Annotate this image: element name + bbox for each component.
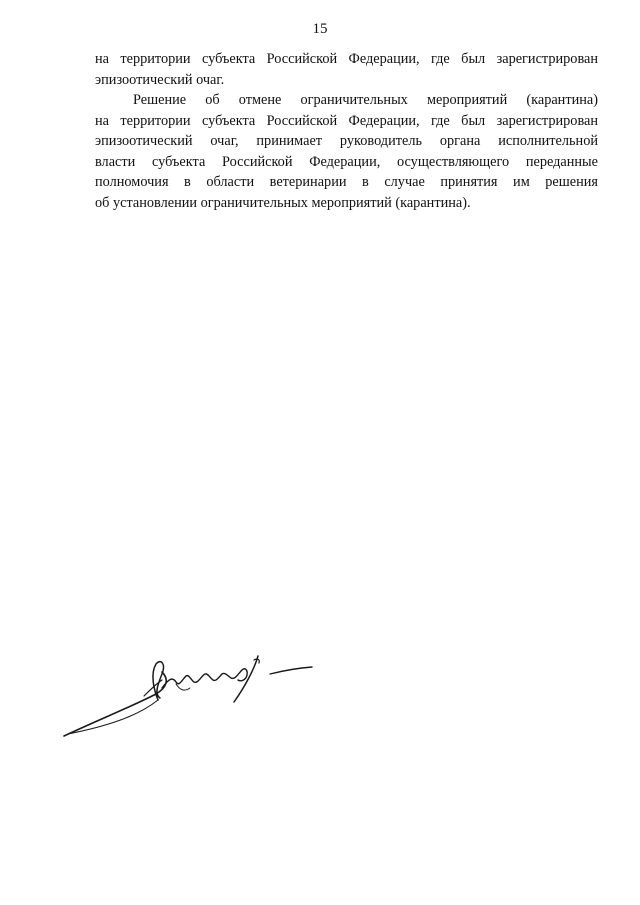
paragraph-1 (95, 49, 598, 90)
text-line: на территории субъекта Российской Федерации, где был зарегистрирован (95, 51, 598, 67)
page-number: 15 (312, 21, 328, 37)
text-line: Решение об отмене ограничительных мероприятий (карантина) (133, 92, 598, 108)
text-line: полномочия в области ветеринарии в случае принятия им решения (95, 174, 598, 190)
text-line: на территории субъекта Российской Федерации, где был зарегистрирован (95, 112, 598, 129)
text-line: эпизоотический очаг. (95, 71, 225, 88)
paragraph-2 (95, 90, 598, 213)
handwritten-signature-icon (58, 650, 318, 745)
text-line: об установлении ограничительных мероприятий (карантина). (95, 194, 471, 211)
body-text (95, 49, 598, 213)
text-line: власти субъекта Российской Федерации, осуществляющего переданные (95, 153, 598, 170)
text-line: эпизоотический очаг, принимает руководитель органа исполнительной (95, 133, 598, 149)
